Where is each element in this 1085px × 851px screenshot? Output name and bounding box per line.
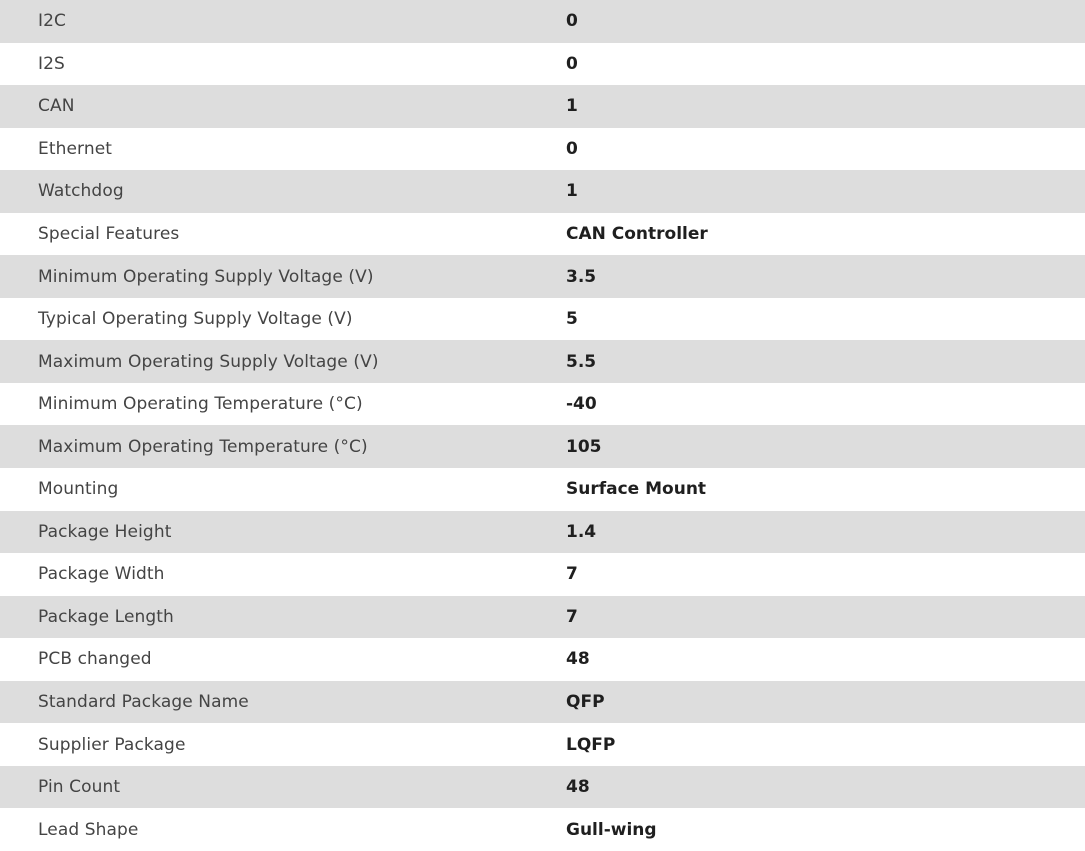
spec-label: Special Features — [38, 224, 180, 244]
spec-label: Maximum Operating Temperature (°C) — [38, 436, 368, 457]
spec-row-min-temperature — [0, 383, 1085, 426]
spec-value: 5.5 — [566, 351, 597, 372]
spec-value: LQFP — [566, 734, 616, 755]
spec-row-mounting — [0, 468, 1085, 511]
spec-label: Supplier Package — [38, 734, 186, 755]
spec-value: 1 — [566, 181, 578, 202]
spec-label: Minimum Operating Temperature (°C) — [38, 394, 363, 415]
spec-label: Package Width — [38, 564, 165, 585]
spec-value: 105 — [566, 436, 602, 457]
spec-value: 0 — [566, 11, 578, 32]
spec-row-i2c — [0, 0, 1085, 43]
spec-label: I2S — [38, 53, 65, 74]
spec-value: 0 — [566, 138, 578, 159]
spec-label: Maximum Operating Supply Voltage (V) — [38, 351, 379, 372]
spec-row-pcb-changed — [0, 638, 1085, 681]
spec-label: Standard Package Name — [38, 692, 249, 713]
spec-value: 5 — [566, 309, 578, 330]
spec-row-package-height — [0, 511, 1085, 554]
spec-value: Surface Mount — [566, 479, 707, 500]
spec-value: -40 — [566, 394, 597, 415]
spec-value: 0 — [566, 53, 578, 74]
spec-value: 1.4 — [566, 521, 597, 542]
spec-label: CAN — [38, 96, 75, 117]
spec-value: 48 — [566, 777, 590, 798]
spec-label: Mounting — [38, 479, 119, 500]
spec-row-watchdog — [0, 170, 1085, 213]
spec-value: QFP — [566, 692, 605, 713]
spec-row-can — [0, 85, 1085, 128]
spec-row-package-width — [0, 553, 1085, 596]
spec-row-typ-supply-voltage — [0, 298, 1085, 341]
spec-label: PCB changed — [38, 649, 152, 670]
spec-value: 48 — [566, 649, 590, 670]
spec-row-min-supply-voltage — [0, 255, 1085, 298]
spec-row-max-supply-voltage — [0, 340, 1085, 383]
spec-label: Typical Operating Supply Voltage (V) — [38, 309, 353, 330]
spec-label: Package Length — [38, 606, 174, 627]
spec-value: 3.5 — [566, 266, 597, 287]
spec-value: Gull-wing — [566, 819, 657, 840]
spec-row-special-features — [0, 213, 1085, 256]
spec-row-standard-package-name — [0, 681, 1085, 724]
spec-label: Watchdog — [38, 181, 124, 202]
spec-row-package-length — [0, 596, 1085, 639]
spec-label: Pin Count — [38, 777, 121, 798]
spec-value: 1 — [566, 96, 578, 117]
spec-label: Lead Shape — [38, 819, 139, 840]
spec-row-max-temperature — [0, 425, 1085, 468]
spec-row-i2s — [0, 43, 1085, 86]
spec-value: 7 — [566, 606, 578, 627]
spec-label: Minimum Operating Supply Voltage (V) — [38, 266, 374, 287]
spec-row-ethernet — [0, 128, 1085, 171]
spec-row-pin-count — [0, 766, 1085, 809]
spec-label: I2C — [38, 11, 66, 32]
spec-value: CAN Controller — [566, 224, 708, 244]
spec-label: Ethernet — [38, 138, 113, 159]
spec-row-supplier-package — [0, 723, 1085, 766]
spec-row-lead-shape — [0, 808, 1085, 851]
spec-label: Package Height — [38, 521, 172, 542]
spec-value: 7 — [566, 564, 578, 585]
